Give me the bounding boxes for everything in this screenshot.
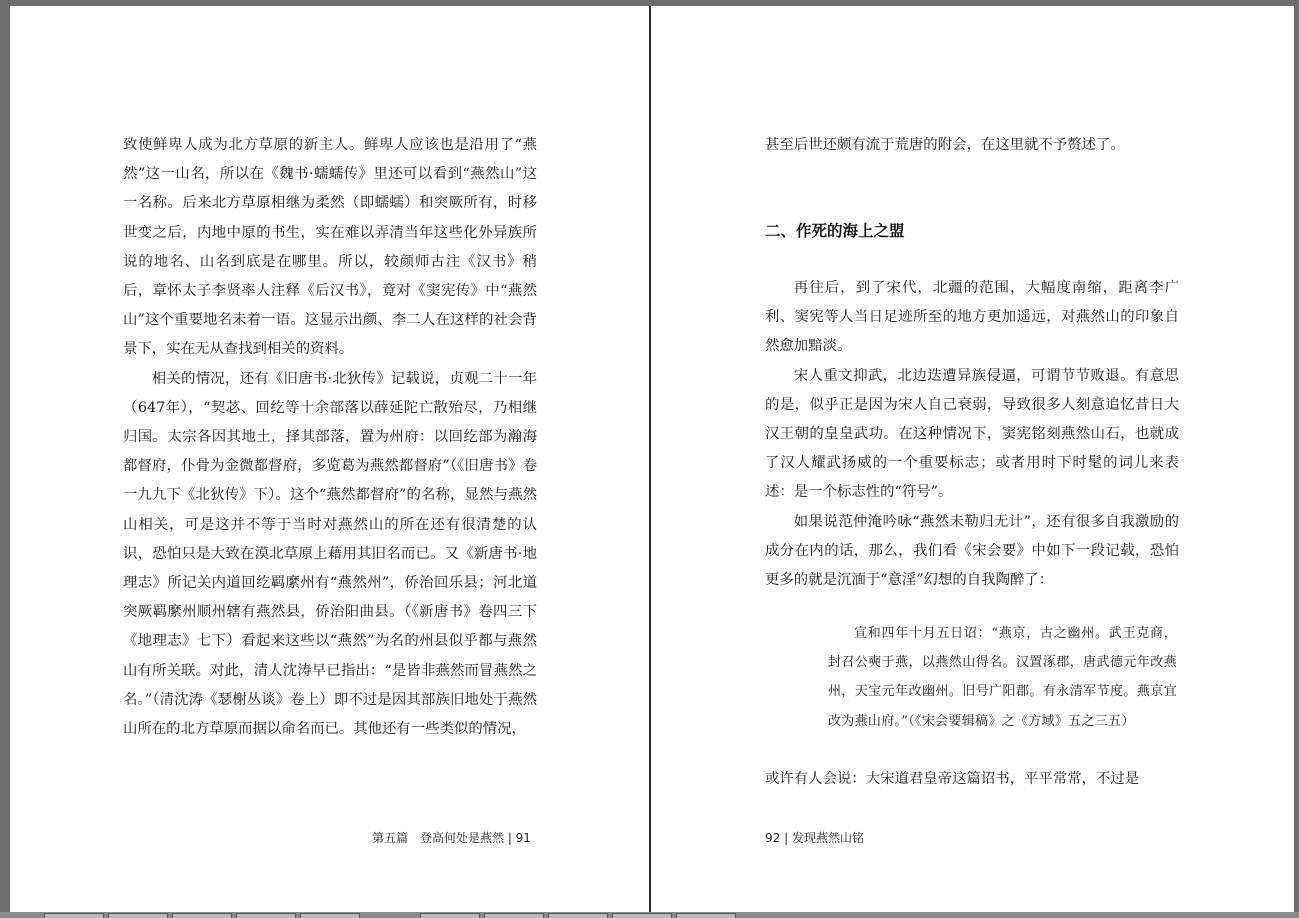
right-page-footer: 92 | 发现燕然山铭 <box>765 831 864 845</box>
tab[interactable] <box>108 913 168 918</box>
section-heading: 二、作死的海上之盟 <box>765 222 905 240</box>
left-body-text <box>123 131 537 744</box>
tail-line: 或许有人会说：大宋道君皇帝这篇诏书，平平常常，不过是 <box>765 771 1140 787</box>
tab[interactable] <box>236 913 296 918</box>
tab[interactable] <box>676 913 736 918</box>
right-page <box>651 6 1294 912</box>
tab[interactable] <box>300 913 360 918</box>
tab[interactable] <box>44 913 104 918</box>
block-quote <box>828 619 1177 736</box>
tab[interactable] <box>420 913 480 918</box>
tab[interactable] <box>172 913 232 918</box>
tab[interactable] <box>612 913 672 918</box>
paragraph: 致使鲜卑人成为北方草原的新主人。鲜卑人应该也是沿用了“燕然”这一山名，所以在《魏书·蠕蠕传》里还可以看到“燕然山”这一名称。后来北方草原相继为柔然（即蠕蠕）和突厥所有，时移世变之后，内地中原的书生，实在难以弄清当年这些化外异族所说的地名、山名到底是在哪里。所以，较颜师古注《汉书》稍后，章怀太子李贤率人注释《后汉书》，竟对《窦宪传》中“燕然山”这个重要地名未着一语。这显示出颜、李二人在这样的社会背景下，实在无从查找到相关的资料。 <box>123 137 537 358</box>
lead-line: 甚至后世还颇有流于荒唐的附会，在这里就不予赘述了。 <box>765 137 1125 153</box>
paragraph: 再往后，到了宋代，北疆的范围，大幅度南缩，距离李广利、窦宪等人当日足迹所至的地方更加遥远，对燕然山的印象自然愈加黯淡。 <box>765 280 1179 355</box>
paragraph: 相关的情况，还有《旧唐书·北狄传》记载说，贞观二十一年（647年），“契苾、回纥等十余部落以薛延陀亡散殆尽，乃相继归国。太宗各因其地土，择其部落，置为州府：以回纥部为瀚海都督府，仆骨为金微都督府，多览葛为燕然都督府”（《旧唐书》卷一九九下《北狄传》下）。这个“燕然都督府”的名称，显然与燕然山相关，可是这并不等于当时对燕然山的所在还有很清楚的认识，恐怕只是大致在漠北草原上藉用其旧名而已。又《新唐书·地理志》所记关内道回纥羁縻州有“燕然州”，侨治回乐县；河北道突厥羁縻州顺州辖有燕然县，侨治阳曲县。（《新唐书》卷四三下《地理志》七下）看起来这些以“燕然”为名的州县似乎都与燕然山有所关联。对此，清人沈涛早已指出：“是皆非燕然而冒燕然之名。”（清沈涛《瑟榭丛谈》卷上）即不过是因其部族旧地处于燕然山所在的北方草原而据以命名而已。其他还有一些类似的情况， <box>123 370 537 738</box>
paragraph: 宋人重文抑武，北边迭遭异族侵逼，可谓节节败退。有意思的是，似乎正是因为宋人自己衰弱，导致很多人刻意追忆昔日大汉王朝的皇皇武功。在这种情况下，窦宪铭刻燕然山石，也就成了汉人耀武扬威的一个重要标志；或者用时下时髦的词儿来表述：是一个标志性的“符号”。 <box>765 367 1179 501</box>
paragraph: 如果说范仲淹吟咏“燕然未勒归无计”，还有很多自我激励的成分在内的话，那么，我们看《宋会要》中如下一段记载，恐怕更多的就是沉湎于“意淫”幻想的自我陶醉了： <box>765 513 1179 589</box>
bottom-tab-strip <box>0 912 1299 918</box>
right-body-text <box>765 274 1179 595</box>
left-page <box>10 6 649 912</box>
tab[interactable] <box>484 913 544 918</box>
quote-text: 宣和四年十月五日诏：“燕京，古之幽州。武王克商，封召公奭于燕，以燕然山得名。汉置涿郡，唐武德元年改燕州，天宝元年改幽州。旧号广阳郡。有永清军节度。燕京宜改为燕山府。”（《宋会要辑稿》之《方域》五之三五） <box>828 626 1177 729</box>
tab[interactable] <box>548 913 608 918</box>
left-page-footer: 第五篇 登高何处是燕然 | 91 <box>372 831 531 845</box>
